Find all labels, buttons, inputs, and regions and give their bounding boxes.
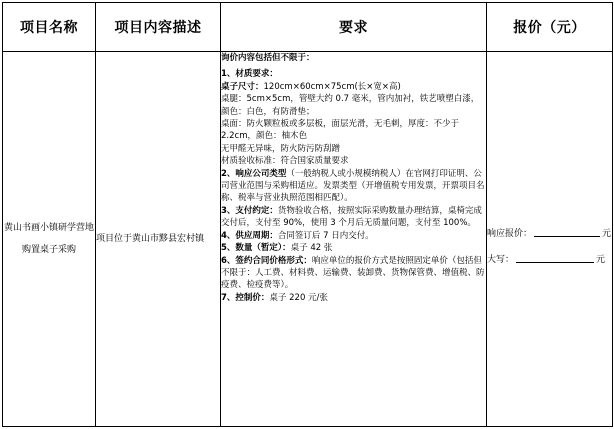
table-row [3,52,613,427]
req-quantity [221,242,486,254]
req-table-top: 桌面：防火颗粒板或多层板，面层光滑，无毛刺，厚度：不少于 2.2cm，颜色：柚木色 [221,119,460,142]
requirements-cell [221,52,487,427]
req-safety: 无甲醛无异味，防火防污防刮蹭 [221,143,341,154]
response-price-line [487,213,612,239]
capital-price-blank[interactable] [516,252,594,263]
req-payment-text: 货物验收合格，按照实际采购数量办理结算，桌椅完成交付后，支付至 90%，使用 3 个月后无质量问题，支付至 100%。 [221,205,482,229]
response-price-label: 响应报价： [487,229,533,239]
quotation-table [2,2,613,427]
req-table-legs: 桌腿：5cm×5cm，管壁大约 0.7 毫米，管内加衬，铁艺喷塑白漆，颜色：白色，有防滑垫； [221,94,480,117]
req-company-type [221,168,486,205]
req-material-title: 1、材质要求： [221,69,278,80]
req-contract-price-title: 6、签约合同价格形式： [221,255,312,266]
response-price-blank[interactable] [534,226,600,237]
capital-price-label: 大写： [487,255,515,265]
req-intro: 询价内容包括但不限于： [221,53,315,63]
capital-price-unit: 元 [596,255,606,265]
req-contract-price-text: 响应单位的报价方式是按照固定单价（包括但不限于：人工费、材料费、运输费、装卸费、货物保管费、增值税、防疫费、检疫费等）。 [221,255,485,291]
price-cell [487,52,613,427]
req-table-size [221,81,486,93]
req-control-price [221,292,486,304]
req-supply-period-title: 4、供应周期： [221,230,278,241]
header-project-name: 项目名称 [3,3,96,52]
capital-price-line [487,239,612,265]
req-table-size-label: 桌子尺寸： [221,81,264,92]
project-description-cell: 项目位于黄山市黟县宏村镇 [96,52,221,427]
req-company-type-text: （一般纳税人或小规模纳税人）在官网打印证明、公司营业范围与采购相适应。发票类型（开增值税专用发票，开票项目名称、税率与营业执照范围相匹配）。 [221,168,485,204]
req-table-size-text: 120cm×60cm×75cm(长×宽×高) [263,81,401,92]
req-quantity-title: 5、数量（暂定）： [221,243,291,254]
table-header-row [3,3,613,52]
req-payment [221,205,486,230]
req-contract-price [221,255,486,292]
req-control-price-title: 7、控制价： [221,292,270,303]
req-control-price-text: 桌子 220 元/张 [269,292,328,303]
req-supply-period-text: 合同签订后 7 日内交付。 [277,230,374,241]
project-name-cell: 黄山书画小镇研学营地购置桌子采购 [3,52,96,427]
response-price-unit: 元 [602,229,612,239]
req-payment-title: 3、支付约定： [221,205,278,216]
header-requirements: 要求 [221,3,487,52]
req-quantity-text: 桌子 42 张 [290,243,333,254]
header-quote-price: 报价（元） [487,3,613,52]
header-project-description: 项目内容描述 [96,3,221,52]
req-supply-period [221,230,486,242]
req-acceptance: 材质验收标准：符合国家质量要求 [221,156,349,167]
req-company-type-title: 2、响应公司类型 [221,168,287,179]
